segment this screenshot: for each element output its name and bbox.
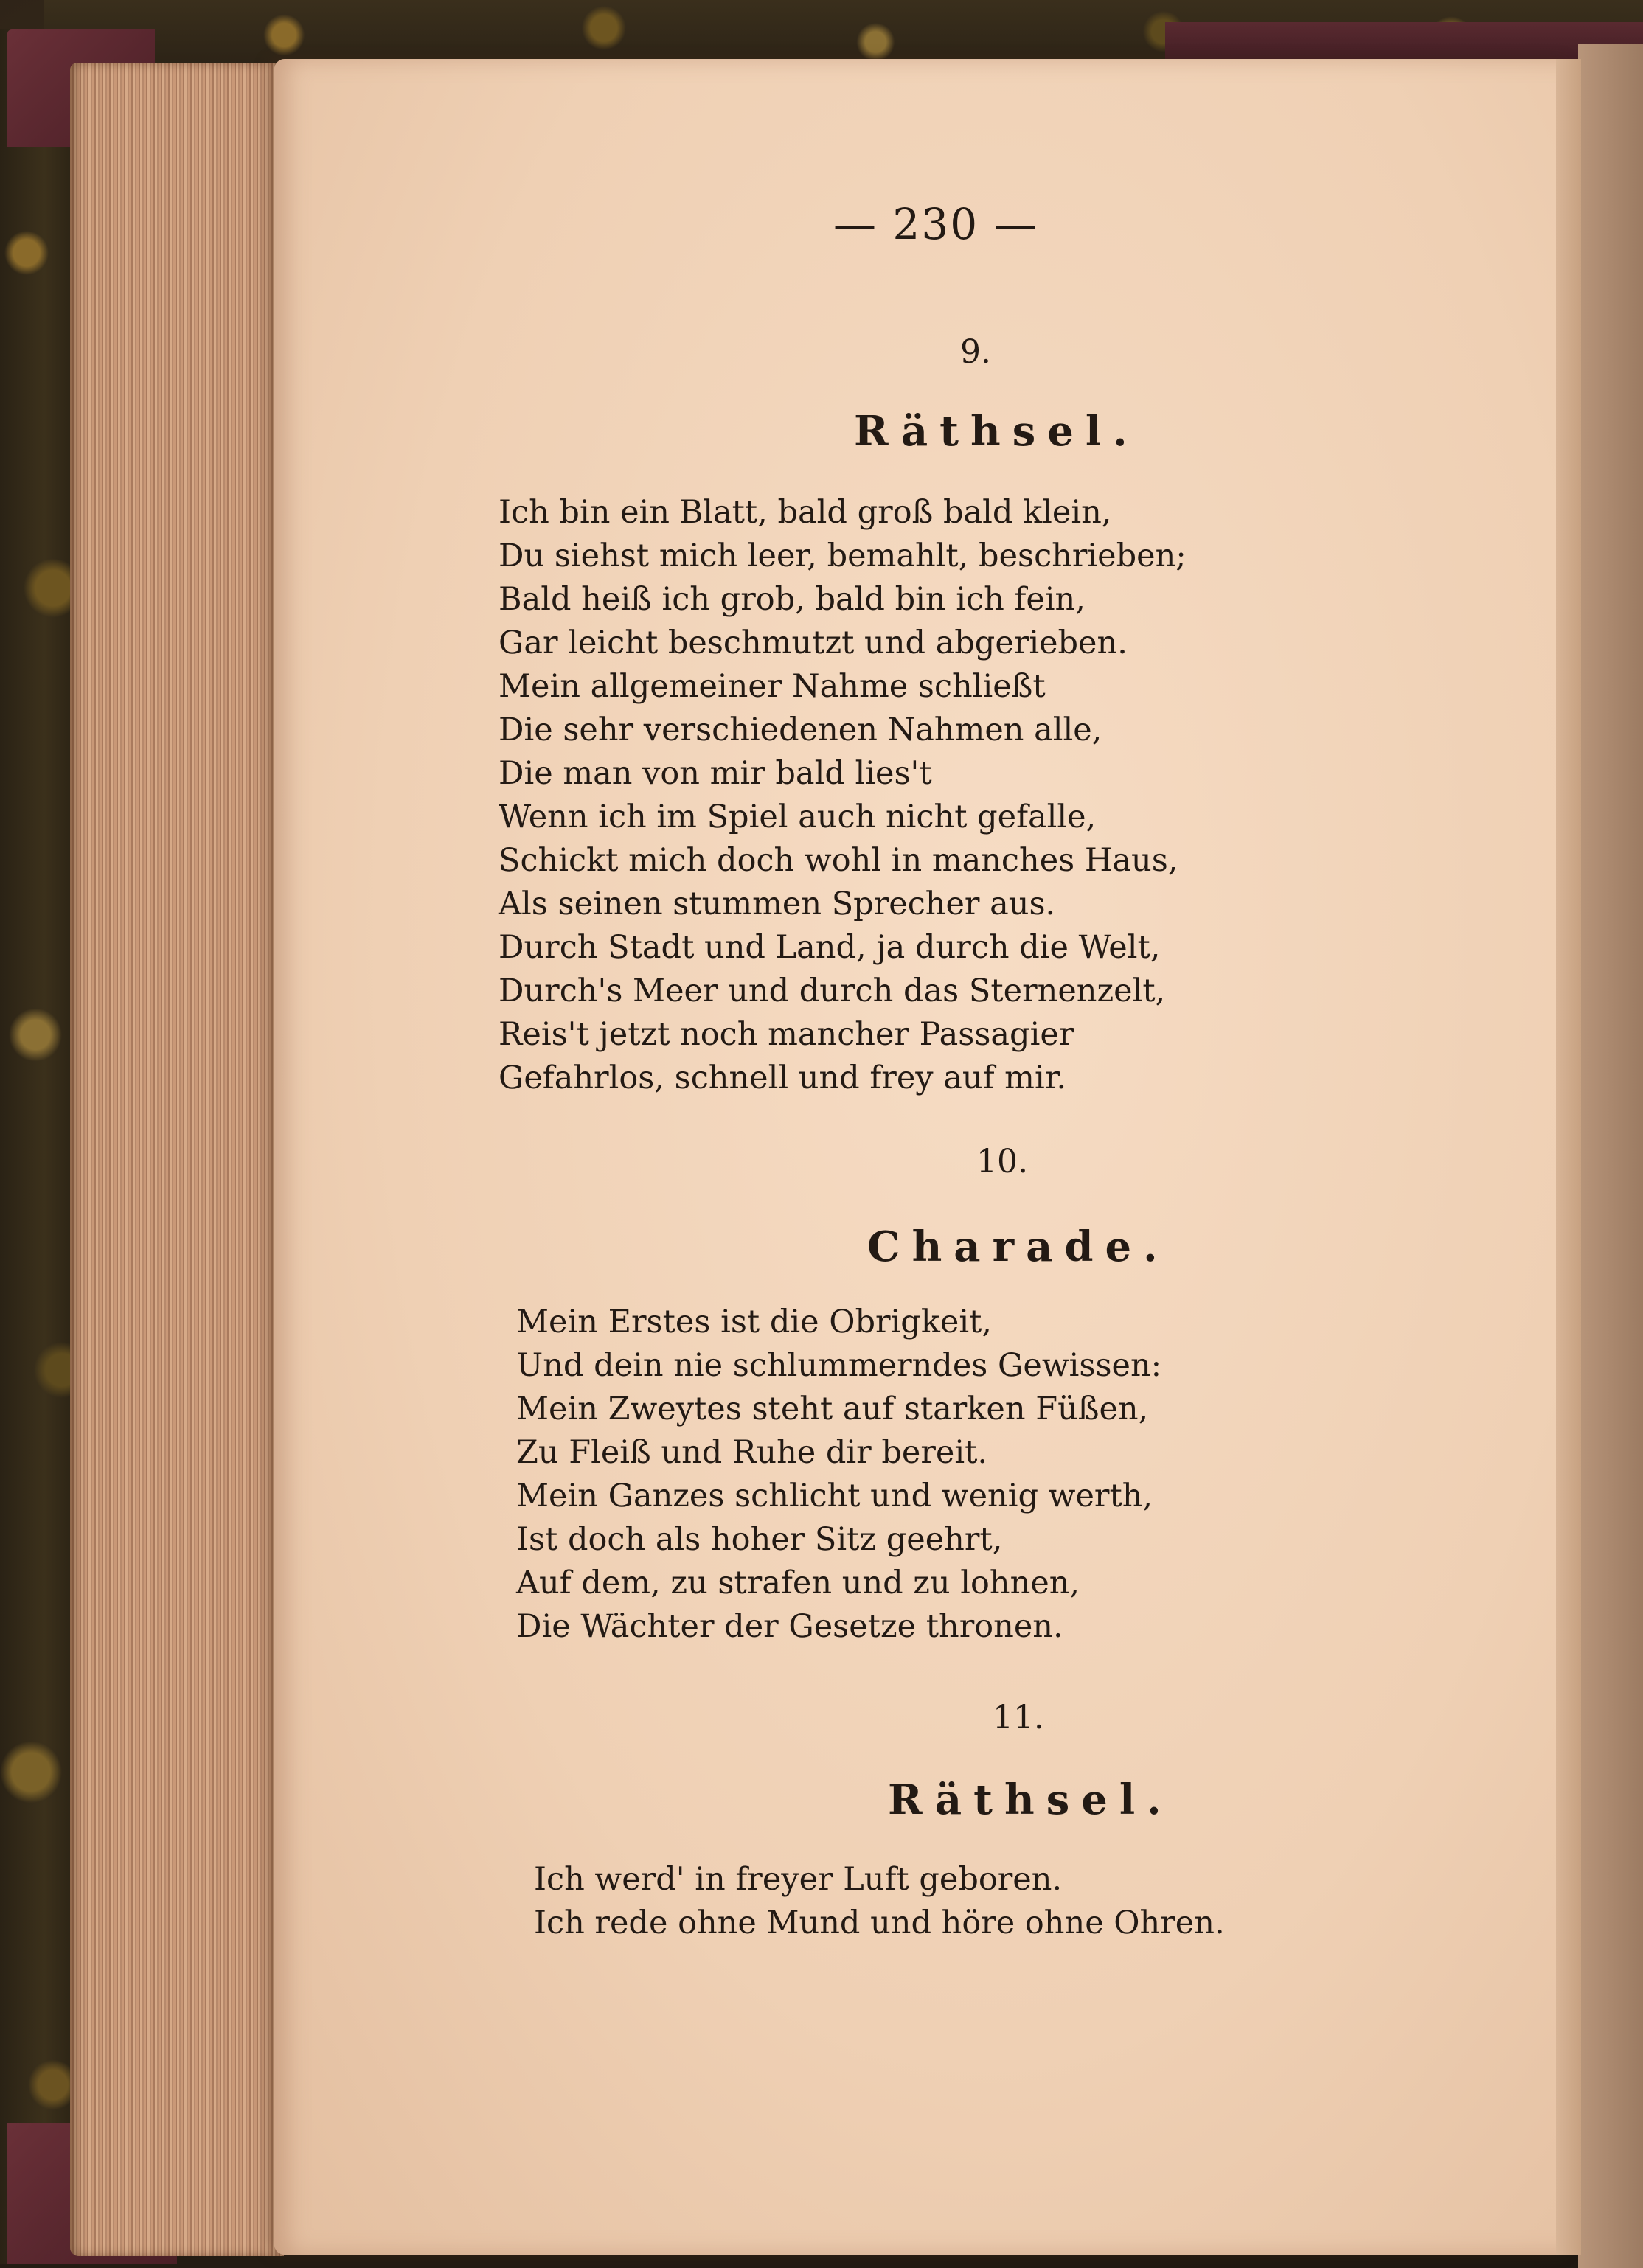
verse-line: Mein Zweytes steht auf starken Füßen, xyxy=(516,1391,1149,1427)
poem-riddle-11 xyxy=(534,1858,1225,1945)
page-number: — 230 — xyxy=(833,199,1038,249)
verse-line: Reis't jetzt noch mancher Passagier xyxy=(499,1016,1074,1053)
verse-line: Mein Ganzes schlicht und wenig werth, xyxy=(516,1478,1153,1514)
verse-line: Wenn ich im Spiel auch nicht gefalle, xyxy=(499,799,1097,835)
section-number: 11. xyxy=(993,1699,1044,1736)
section-number: 10. xyxy=(976,1143,1028,1180)
verse-line: Durch's Meer und durch das Sternenzelt, xyxy=(499,973,1166,1009)
section-title: Räthsel. xyxy=(888,1775,1173,1824)
verse-line: Als seinen stummen Sprecher aus. xyxy=(499,886,1056,922)
verse-line: Die Wächter der Gesetze thronen. xyxy=(516,1608,1063,1645)
verse-line: Mein allgemeiner Nahme schließt xyxy=(499,668,1046,705)
page-gutter xyxy=(1556,59,1581,2255)
verse-line: Ich rede ohne Mund und höre ohne Ohren. xyxy=(534,1905,1225,1941)
verse-line: Und dein nie schlummerndes Gewissen: xyxy=(516,1347,1162,1384)
verse-line: Die man von mir bald lies't xyxy=(499,755,932,792)
verse-line: Mein Erstes ist die Obrigkeit, xyxy=(516,1304,993,1340)
verse-line: Gar leicht beschmutzt und abgerieben. xyxy=(499,625,1128,661)
poem-charade-10 xyxy=(516,1301,1161,1649)
verse-line: Ich werd' in freyer Luft geboren. xyxy=(534,1861,1063,1898)
section-title: Charade. xyxy=(867,1222,1170,1271)
facing-page-edge xyxy=(1578,44,1643,2268)
section-title: Räthsel. xyxy=(854,407,1139,456)
verse-line: Gefahrlos, schnell und frey auf mir. xyxy=(499,1060,1067,1096)
verse-line: Die sehr verschiedenen Nahmen alle, xyxy=(499,712,1102,748)
verse-line: Durch Stadt und Land, ja durch die Welt, xyxy=(499,929,1161,966)
section-number: 9. xyxy=(960,333,991,371)
verse-line: Du siehst mich leer, bemahlt, beschrieben; xyxy=(499,538,1187,574)
verse-line: Ich bin ein Blatt, bald groß bald klein, xyxy=(499,494,1112,531)
verse-line: Bald heiß ich grob, bald bin ich fein, xyxy=(499,581,1086,618)
verse-line: Auf dem, zu strafen und zu lohnen, xyxy=(516,1565,1080,1601)
verse-line: Ist doch als hoher Sitz geehrt, xyxy=(516,1521,1003,1558)
poem-riddle-9 xyxy=(499,491,1187,1100)
page-edges-stack xyxy=(70,63,284,2256)
verse-line: Zu Fleiß und Ruhe dir bereit. xyxy=(516,1434,988,1471)
verse-line: Schickt mich doch wohl in manches Haus, xyxy=(499,842,1178,879)
